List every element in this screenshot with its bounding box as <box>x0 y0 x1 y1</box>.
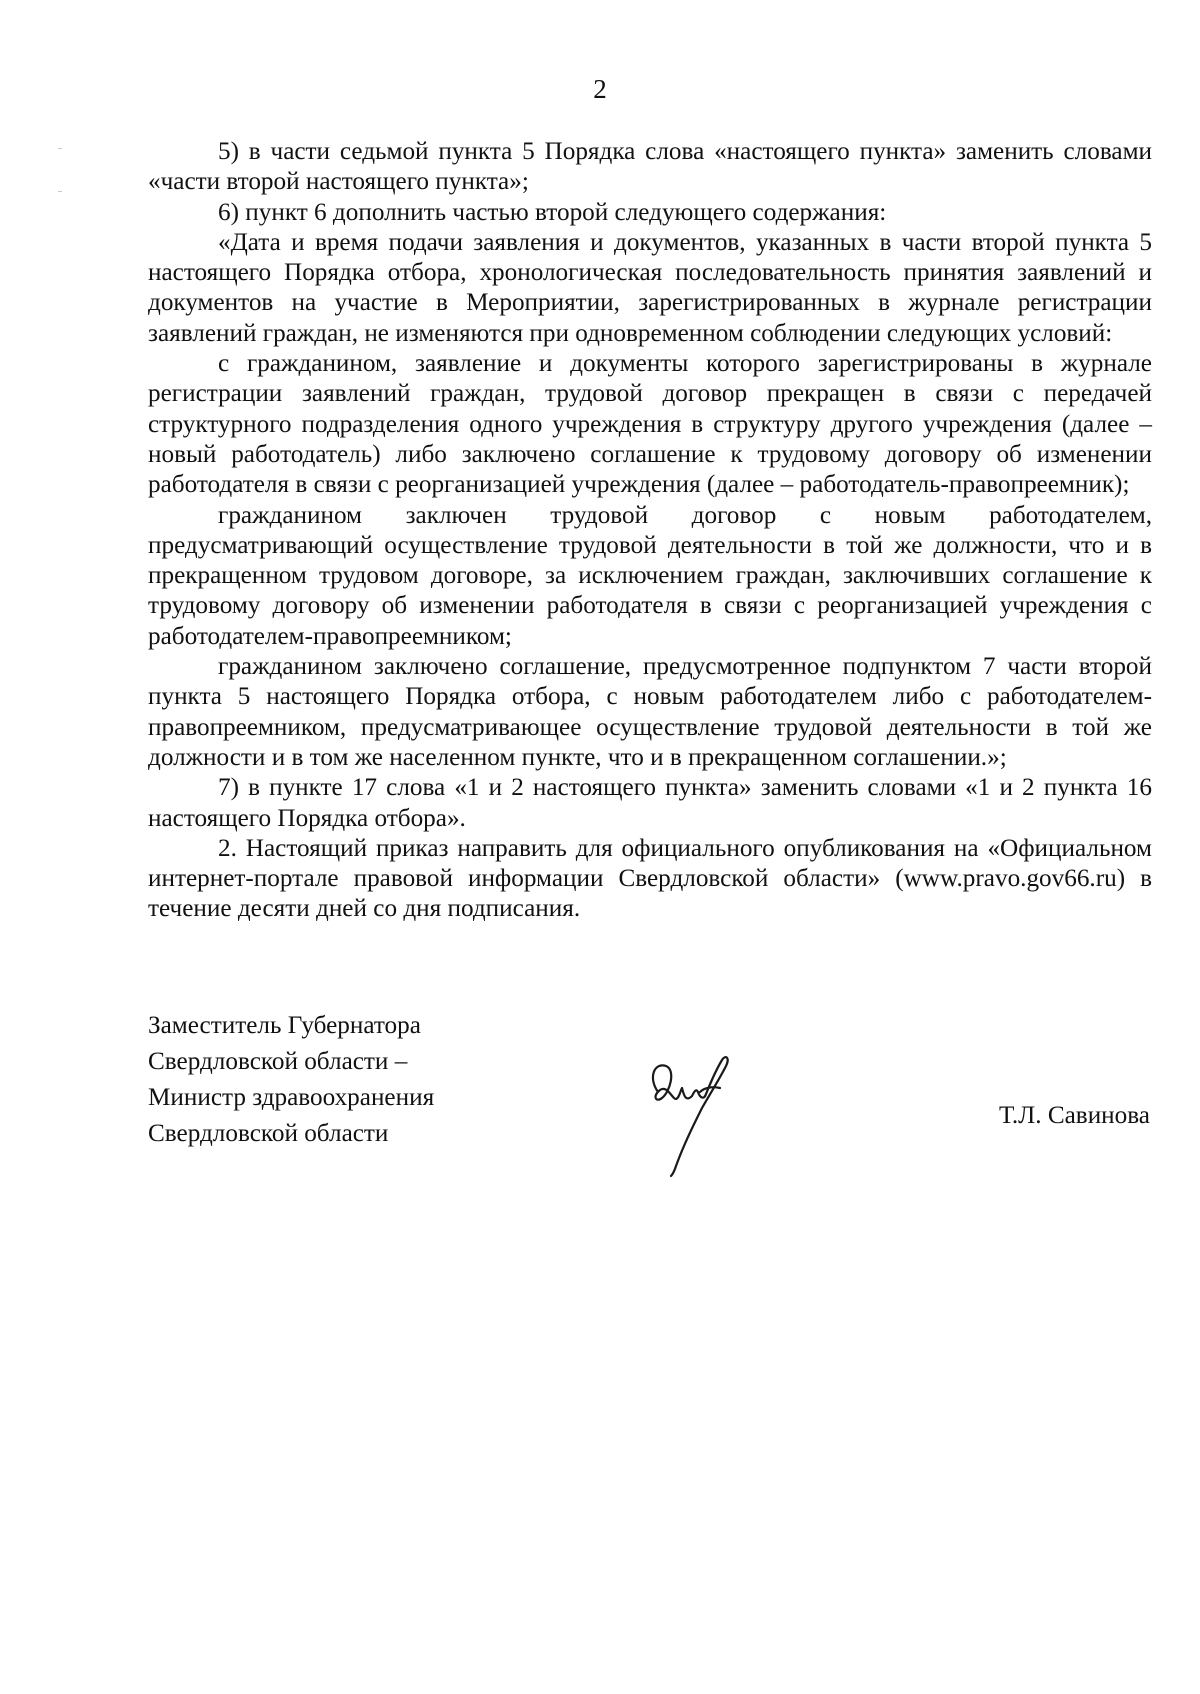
signatory-position <box>148 1008 434 1152</box>
document-body <box>148 137 1152 925</box>
paragraph-condition-3: гражданином заключено соглашение, предусмотренное подпунктом 7 части второй пункта 5 настоящего Порядка отбора, с новым работодателем либо с работодателем-правопреемником, предусматривающее осуществление трудовой деятельности в той же должности и в том же населенном пункте, что и в прекращенном соглашении.»; <box>148 653 1152 771</box>
handwritten-signature-icon <box>640 1048 760 1178</box>
signatory-position-line: Свердловской области – <box>148 1048 408 1075</box>
signatory-position-line: Свердловской области <box>148 1120 389 1147</box>
signatory-position-line: Заместитель Губернатора <box>148 1012 421 1039</box>
scan-margin-mark <box>58 191 62 192</box>
paragraph-item-7: 7) в пункте 17 слова «1 и 2 настоящего пункта» заменить словами «1 и 2 пункта 16 настоящего Порядка отбора». <box>148 774 1152 832</box>
page-number: 2 <box>593 74 607 104</box>
paragraph-quoted-rule: «Дата и время подачи заявления и документов, указанных в части второй пункта 5 настоящего Порядка отбора, хронологическая последовательность принятия заявлений и документов на участие в Мероприятии, зарегистрированных в журнале регистрации заявлений граждан, не изменяются при одновременном соблюдении следующих условий: <box>148 228 1152 347</box>
paragraph-item-5: 5) в части седьмой пункта 5 Порядка слова «настоящего пункта» заменить словами «части второй настоящего пункта»; <box>148 138 1152 196</box>
signatory-name: Т.Л. Савинова <box>998 1102 1150 1129</box>
paragraph-item-6: 6) пункт 6 дополнить частью второй следующего содержания: <box>218 198 887 226</box>
paragraph-condition-1: с гражданином, заявление и документы которого зарегистрированы в журнале регистрации заявлений граждан, трудовой договор прекращен в связи с передачей структурного подразделения одного учреждения в структуру другого учреждения (далее – новый работодатель) либо заключено соглашение к трудовому договору об изменении работодателя в связи с реорганизацией учреждения (далее – работодатель-правопреемник); <box>148 350 1152 499</box>
paragraph-condition-2: гражданином заключен трудовой договор с новым работодателем, предусматривающий осуществление трудовой деятельности в той же должности, что и в прекращенном трудовом договоре, за исключением граждан, заключивших соглашение к трудовому договору об изменении работодателя в связи с реорганизацией учреждения с работодателем-правопреемником; <box>148 501 1152 650</box>
signatory-position-line: Министр здравоохранения <box>148 1084 435 1111</box>
paragraph-publication-clause: 2. Настоящий приказ направить для официального опубликования на «Официальном интернет-портале правовой информации Свердловской области» (www.pravo.gov66.ru) в течение десяти дней со дня подписания. <box>148 834 1152 923</box>
scan-margin-mark <box>58 148 62 149</box>
